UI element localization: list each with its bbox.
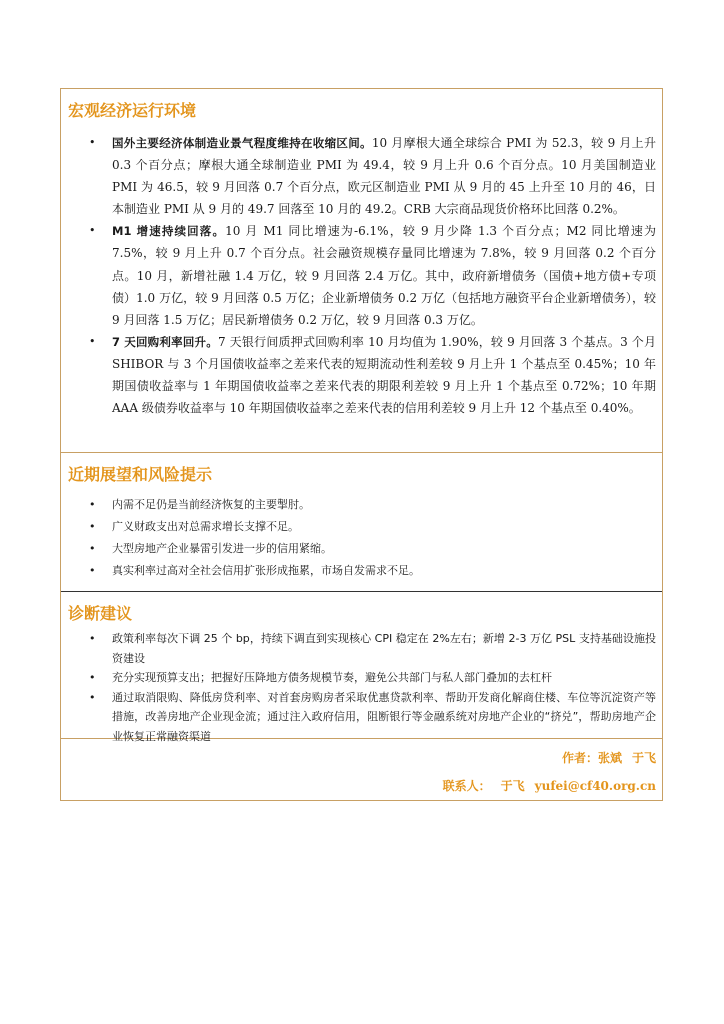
item-text: 7 天银行间质押式回购利率 10 月均值为 1.90%，较 9 月回落 3 个基点。3 个月 SHIBOR 与 3 个月国债收益率之差来代表的短期流动性利差较 9 月上升 1 个基点至 0.45%；10 年期国债收益率与 1 年期国债收益率之差来代表的期限利差较 9 月上升 1 个基点至 0.72%；10 年期 AAA 级债券收益率与 10 年期国债收益率之差来代表的信用利差较 9 月上升 12 个基点至 0.40%。: [112, 334, 656, 416]
item-text: 广义财政支出对总需求增长支撑不足。: [112, 520, 299, 533]
bullet-icon: •: [89, 564, 96, 577]
item-lead: M1 增速持续回落。: [112, 224, 226, 239]
section-heading-outlook: 近期展望和风险提示: [68, 465, 213, 484]
list-item: [61, 516, 662, 538]
bullet-icon: •: [89, 520, 96, 533]
list-item: [61, 688, 662, 747]
outlook-section: [61, 453, 662, 592]
bullet-icon: •: [89, 542, 96, 555]
item-lead: 7 天回购利率回升。: [112, 334, 218, 349]
contact-email[interactable]: yufei@cf40.org.cn: [534, 779, 656, 793]
item-text: 大型房地产企业暴雷引发进一步的信用紧缩。: [112, 542, 332, 555]
item-lead: 国外主要经济体制造业景气程度维持在收缩区间。: [112, 136, 372, 150]
item-text: 10 月摩根大通全球综合 PMI 为 52.3，较 9 月上升 0.3 个百分点；摩根大通全球制造业 PMI 为 49.4，较 9 月上升 0.6 个百分点。10 月美国制造业 PMI 为 46.5，较 9 月回落 0.7 个百分点，欧元区制造业 PMI 从 9 月的 45 上升至 10 月的 46，日本制造业 PMI 从 9 月的 49.7 回落至 10 月的 49.2。CRB 大宗商品现货价格环比回落 0.2%。: [112, 136, 656, 217]
macro-section: [61, 89, 662, 453]
advice-section: [61, 592, 662, 743]
bullet-icon: •: [89, 690, 96, 704]
item-text: 充分实现预算支出；把握好压降地方债务规模节奏，避免公共部门与私人部门叠加的去杠杆: [112, 671, 552, 684]
bullet-icon: •: [89, 136, 96, 149]
item-text: 内需不足仍是当前经济恢复的主要掣肘。: [112, 498, 310, 511]
contact-label: 联系人：: [442, 779, 491, 793]
bullet-icon: •: [89, 498, 96, 511]
footer-section: [61, 739, 662, 802]
bullet-icon: •: [89, 224, 96, 238]
author-label: 作者：张斌: [561, 751, 622, 765]
author-second: 于飞: [631, 751, 656, 765]
list-item: [61, 220, 662, 330]
advice-list: [61, 629, 662, 746]
list-item: [61, 560, 662, 582]
contact-name: 于飞: [500, 779, 525, 793]
bullet-icon: •: [89, 671, 96, 684]
item-text: 政策利率每次下调 25 个 bp，持续下调直到实现核心 CPI 稳定在 2%左右；新增 2-3 万亿 PSL 支持基础设施投资建设: [112, 632, 656, 665]
section-heading-macro: 宏观经济运行环境: [68, 101, 197, 120]
list-item: [61, 331, 662, 419]
list-item: [61, 629, 662, 668]
list-item: [61, 538, 662, 560]
macro-list: [61, 132, 662, 419]
section-heading-advice: 诊断建议: [68, 604, 133, 623]
bullet-icon: •: [89, 334, 96, 348]
contact-line: [443, 777, 656, 794]
item-text: 通过取消限购、降低房贷利率、对首套房购房者采取优惠贷款利率、帮助开发商化解商住楼、车位等沉淀资产等措施，改善房地产企业现金流；通过注入政府信用，阻断银行等金融系统对房地产企业的“挤兑”，帮助房地产企业恢复正常融资渠道: [112, 690, 656, 743]
list-item: [61, 668, 662, 688]
item-text: 10 月 M1 同比增速为-6.1%，较 9 月少降 1.3 个百分点；M2 同比增速为 7.5%，较 9 月上升 0.7 个百分点。社会融资规模存量同比增速为 7.8%，较 9 月回落 0.2 个百分点。10 月，新增社融 1.4 万亿，较 9 月回落 2.4 万亿。其中，政府新增债务（国债+地方债+专项债）1.0 万亿，较 9 月回落 0.5 万亿；企业新增债务 0.2 万亿（包括地方融资平台企业新增债务），较 9 月回落 1.5 万亿；居民新增债务 0.2 万亿，较 9 月回落 0.3 万亿。: [112, 224, 657, 327]
item-text: 真实利率过高对全社会信用扩张形成拖累，市场自发需求不足。: [112, 564, 420, 577]
content-frame: [60, 88, 663, 801]
list-item: [61, 132, 662, 220]
bullet-icon: •: [89, 632, 96, 645]
author-line: [562, 749, 656, 766]
list-item: [61, 494, 662, 516]
outlook-list: [61, 494, 662, 582]
